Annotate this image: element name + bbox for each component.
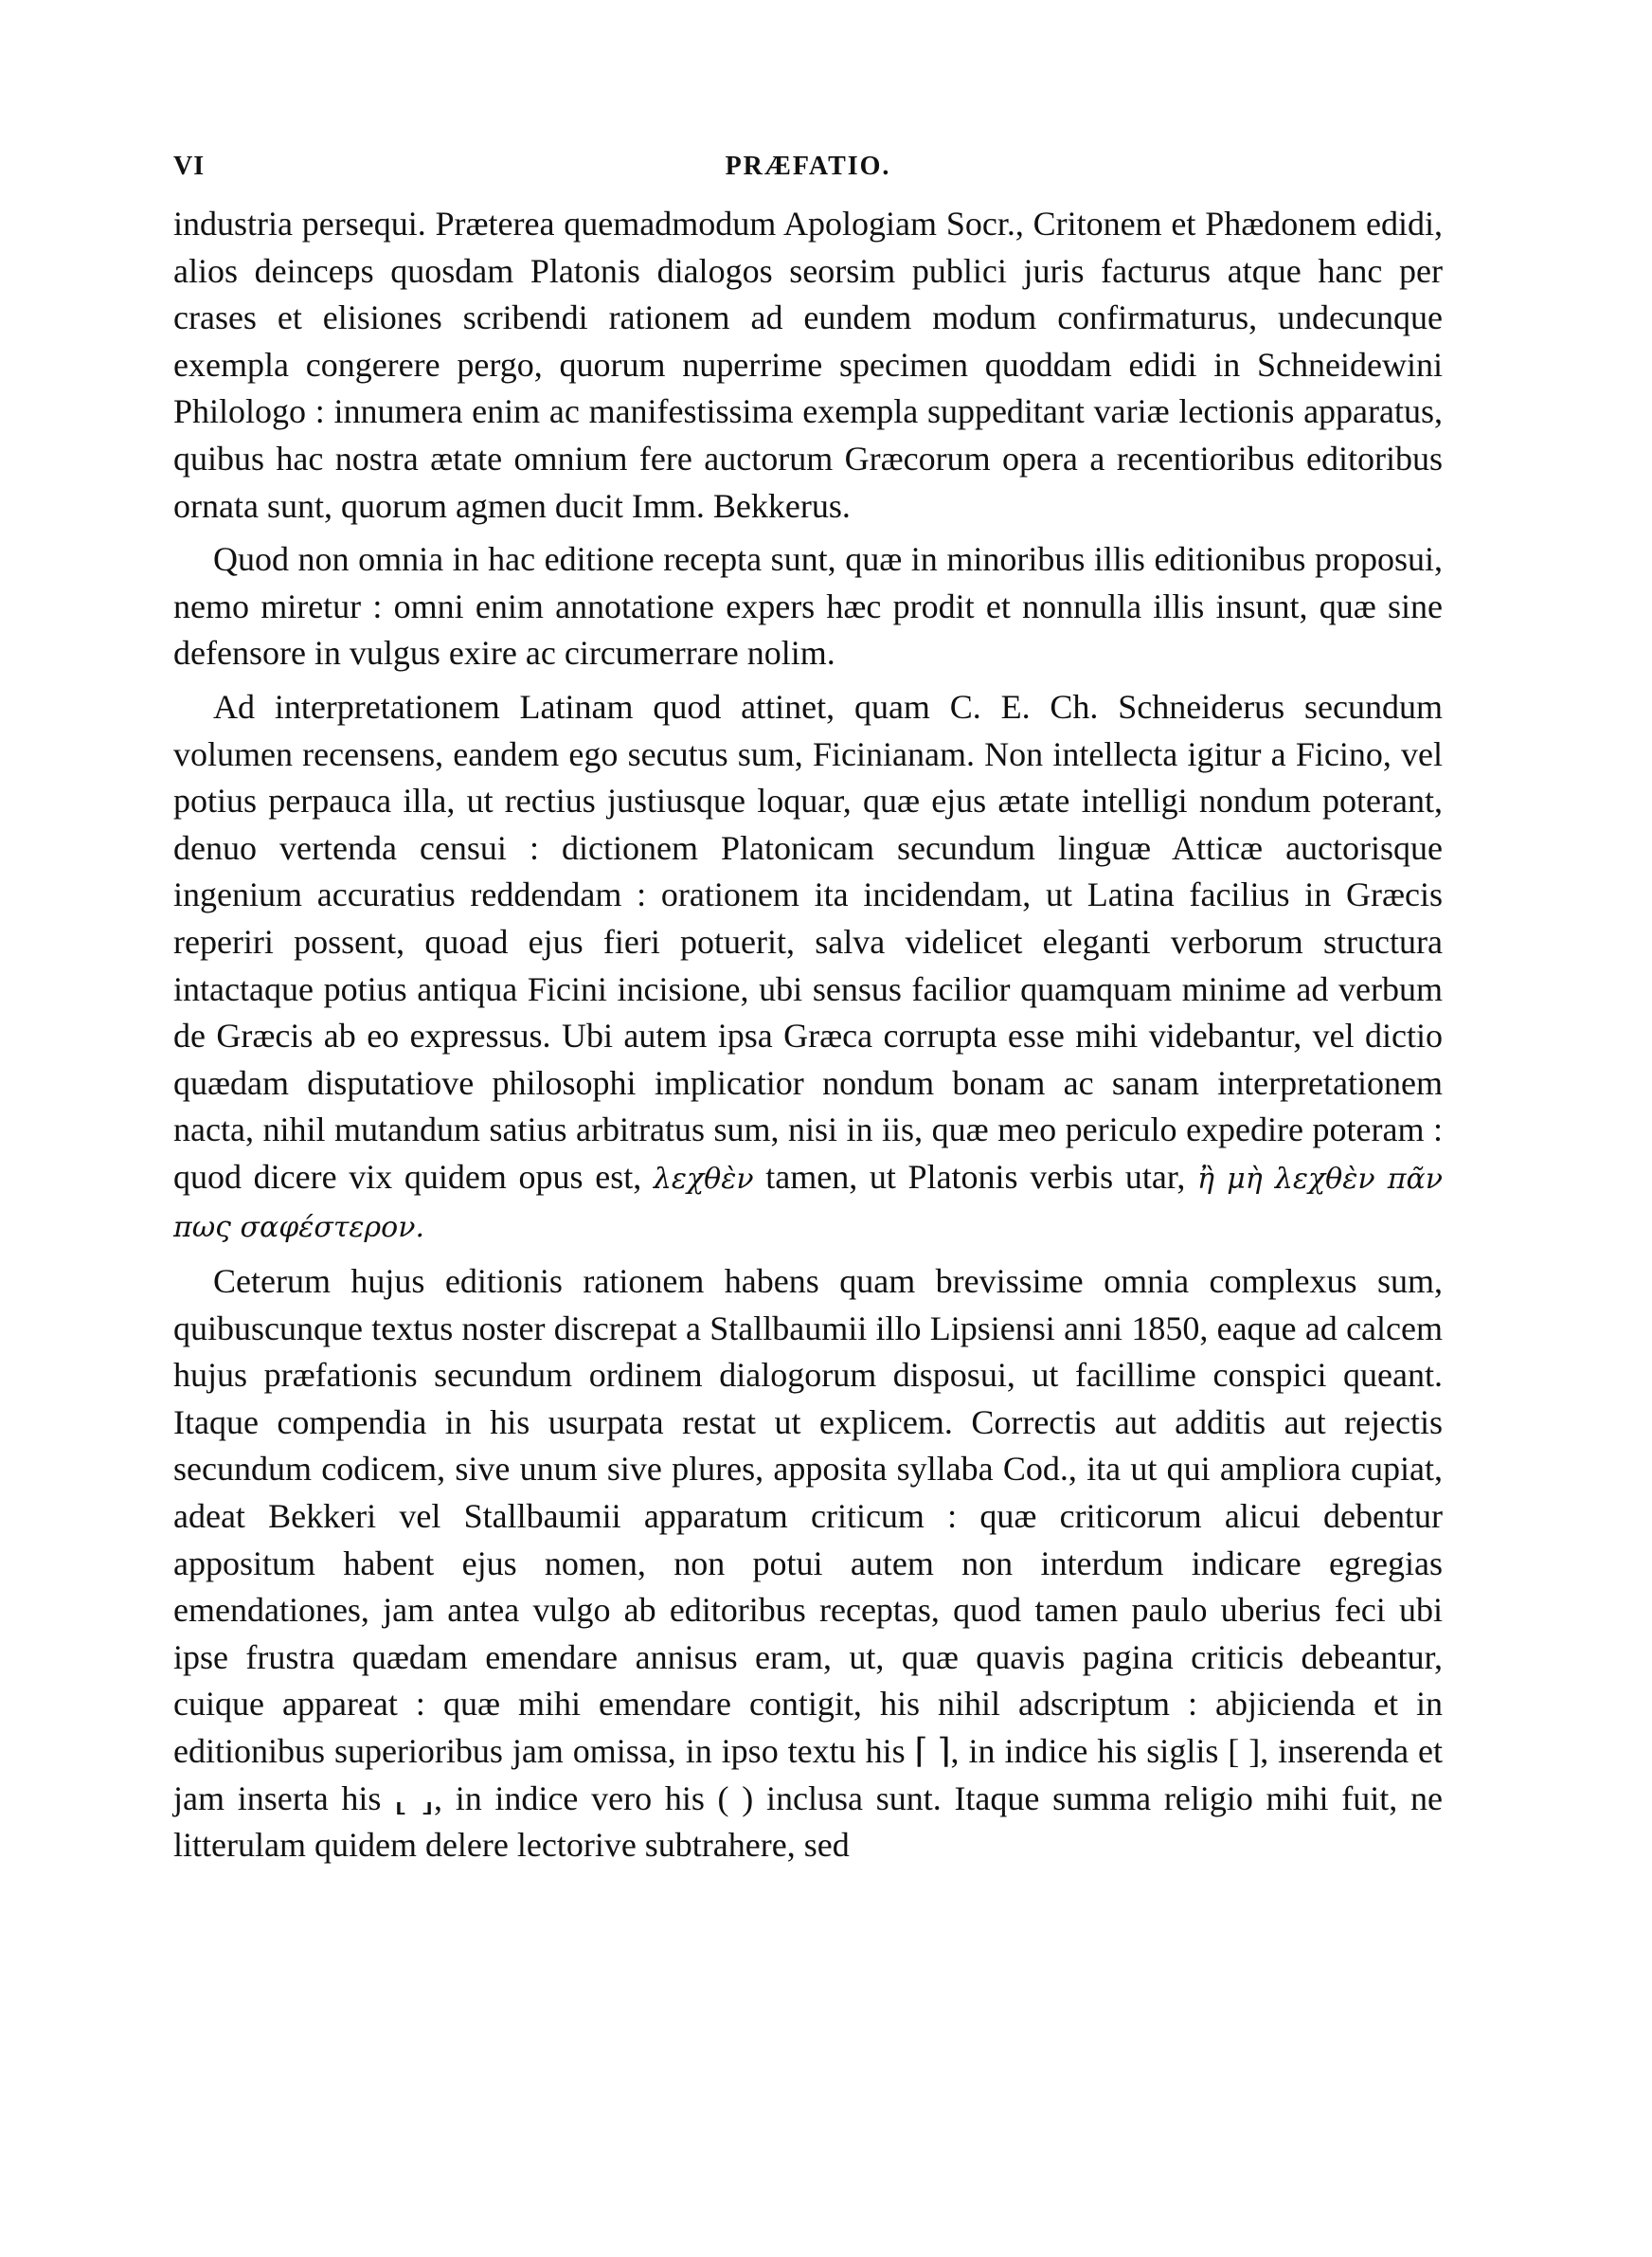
paragraph-2: Quod non omnia in hac editione recepta sunt, quæ in minoribus illis editionibus proposui, nemo miretur : omni enim annotatione expers hæc prodit et nonnulla illis insunt, quæ sine defensore in vulgus exire ac circumerrare nolim.	[173, 540, 1443, 673]
paragraph-1: industria persequi. Præterea quemadmodum Apologiam Socr., Critonem et Phædonem edidi, alios deinceps quosdam Platonis dialogos seorsim publici juris facturus atque hanc per crases et elisiones scribendi rationem ad eundem modum confirmaturus, undecunque exempla congerere pergo, quorum nuperrime specimen quoddam edidi in Schneidewini Philologo : innumera enim ac manifestissima exempla suppeditant variæ lectionis apparatus, quibus hac nostra ætate omnium fere auctorum Græcorum opera a recentioribus editoribus ornata sunt, quorum agmen ducit Imm. Bekkerus.	[173, 205, 1443, 525]
page-number: VI	[173, 152, 206, 181]
page-header	[173, 152, 1443, 190]
paragraph-3-text-middle: tamen, ut Platonis verbis utar,	[753, 1157, 1198, 1196]
running-title: PRÆFATIO.	[725, 152, 891, 181]
greek-phrase-1: λεχθὲν	[653, 1162, 754, 1196]
greek-phrase-2: ἢ μὴ λεχθὲν πᾶν πως σαφέστερον.	[173, 1162, 1443, 1245]
body-text	[173, 201, 1443, 1869]
paragraph-3-text-before-greek: Ad interpretationem Latinam quod attinet, quam C. E. Ch. Schneiderus secundum volumen recensens, eandem ego secutus sum, Ficinianam. Non intellecta igitur a Ficino, vel potius perpauca illa, ut rectius justiusque loquar, quæ ejus ætate intelligi nondum poterant, denuo vertenda censui : dictionem Platonicam secundum linguæ Atticæ auctorisque ingenium accuratius reddendam : orationem ita incidendam, ut Latina facilius in Græcis reperiri possent, quoad ejus fieri potuerit, salva videlicet eleganti verborum structura intactaque potius antiqua Ficini incisione, ubi sensus facilior quamquam minime ad verbum de Græcis ab eo expressus. Ubi autem ipsa Græca corrupta esse mihi videbantur, vel dictio quædam disputatiove philosophi implicatior nondum bonam ac sanam interpretationem nacta, nihil mutandum satius arbitratus sum, nisi in iis, quæ meo periculo expedire poteram : quod dicere vix quidem opus est,	[173, 687, 1443, 1196]
paragraph-4: Ceterum hujus editionis rationem habens quam brevissime omnia complexus sum, quibuscunque textus noster discrepat a Stallbaumii illo Lipsiensi anni 1850, eaque ad calcem hujus præfationis secundum ordinem dialogorum disposui, ut facillime conspici queant. Itaque compendia in his usurpata restat ut explicem. Correctis aut additis aut rejectis secundum codicem, sive unum sive plures, apposita syllaba Cod., ita ut qui ampliora cupiat, adeat Bekkeri vel Stallbaumii apparatum criticum : quæ criticorum alicui debentur appositum habent ejus nomen, non potui autem non interdum indicare egregias emendationes, jam antea vulgo ab editoribus receptas, quod tamen paulo uberius feci ubi ipse frustra quædam emendare annisus eram, ut, quæ quavis pagina criticis debeantur, cuique appareat : quæ mihi emendare contigit, his nihil adscriptum : abjicienda et in editionibus superioribus jam omissa, in ipso textu his ⌈ ⌉, in indice his siglis [ ], inserenda et jam inserta his ⸤ ⸥, in indice vero his ( ) inclusa sunt. Itaque summa religio mihi fuit, ne litterulam quidem delere lectorive subtrahere, sed	[173, 1262, 1443, 1865]
paragraph-3	[173, 684, 1443, 1252]
